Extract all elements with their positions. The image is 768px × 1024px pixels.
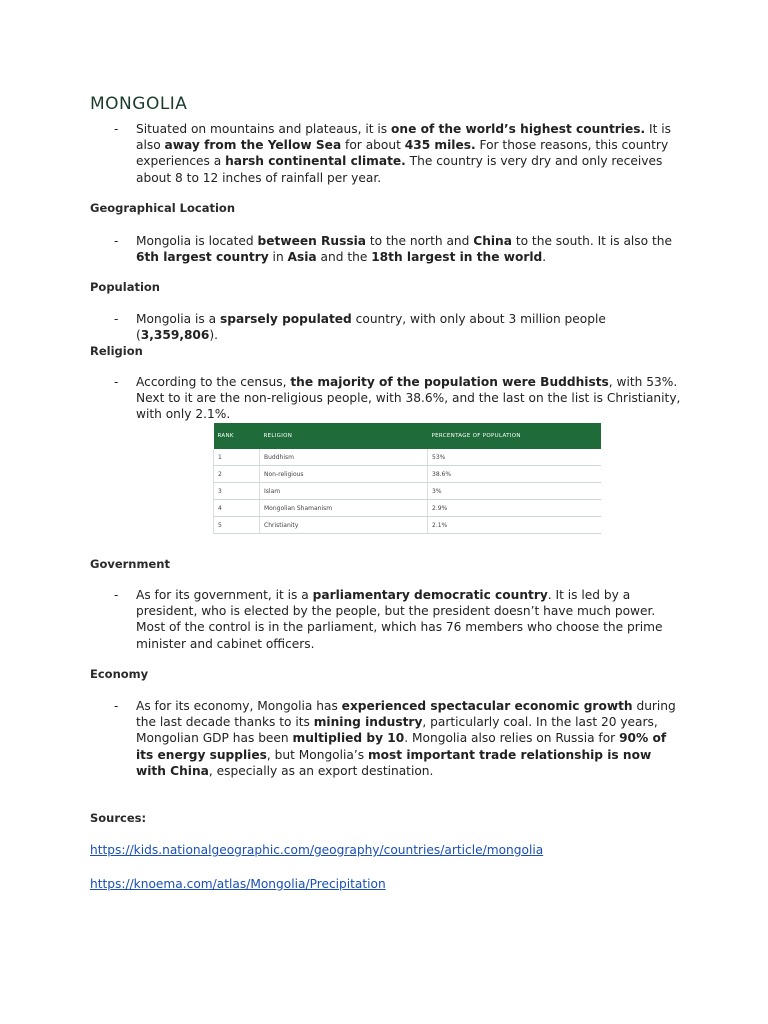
table-cell-rank: 2 [214, 466, 260, 483]
religion-paragraph: According to the census, the majority of the population were Buddhists, with 53%. Next to it are the non-religious people, with 38.6%, and the last on the list is Christianity, with only 2.1%. [136, 375, 681, 422]
intro-bullet: - [114, 122, 119, 136]
table-row [214, 517, 602, 534]
government-heading: Government [90, 557, 170, 571]
table-cell-religion: Mongolian Shamanism [260, 500, 428, 517]
table-row [214, 500, 602, 517]
population-bullet: - [114, 312, 119, 326]
economy-bullet: - [114, 699, 119, 713]
table-header-rank: RANK [214, 423, 260, 449]
table-cell-percentage: 3% [428, 483, 602, 500]
geo-paragraph: Mongolia is located between Russia to the north and China to the south. It is also the 6th largest country in Asia and the 18th largest in the world. [136, 234, 672, 265]
table-row [214, 466, 602, 483]
source-link-natgeo[interactable]: https://kids.nationalgeographic.com/geography/countries/article/mongolia [90, 843, 544, 857]
table-cell-religion: Buddhism [260, 449, 428, 466]
sources-heading: Sources: [90, 811, 147, 825]
table-header-percentage: PERCENTAGE OF POPULATION [428, 423, 602, 449]
population-heading: Population [90, 280, 160, 294]
table-cell-percentage: 38.6% [428, 466, 602, 483]
table-cell-religion: Christianity [260, 517, 428, 534]
table-cell-rank: 1 [214, 449, 260, 466]
government-paragraph: As for its government, it is a parliamentary democratic country. It is led by a president, who is elected by the people, but the president doesn’t have much power. Most of the control is in the parliament, which has 76 members who choose the prime minister and cabinet officers. [136, 588, 663, 651]
source-link-knoema[interactable]: https://knoema.com/atlas/Mongolia/Precipitation [90, 877, 386, 891]
table-cell-percentage: 53% [428, 449, 602, 466]
table-cell-rank: 4 [214, 500, 260, 517]
religion-table [213, 423, 601, 534]
table-cell-religion: Islam [260, 483, 428, 500]
geo-heading: Geographical Location [90, 201, 236, 215]
table-cell-rank: 3 [214, 483, 260, 500]
intro-paragraph: Situated on mountains and plateaus, it is one of the world’s highest countries. It is also away from the Yellow Sea for about 435 miles. For those reasons, this country experiences a harsh continental climate. The country is very dry and only receives about 8 to 12 inches of rainfall per year. [136, 122, 671, 185]
table-cell-percentage: 2.1% [428, 517, 602, 534]
table-header-religion: RELIGION [260, 423, 428, 449]
geo-bullet: - [114, 234, 119, 248]
table-cell-religion: Non-religious [260, 466, 428, 483]
religion-heading: Religion [90, 344, 143, 358]
table-cell-percentage: 2.9% [428, 500, 602, 517]
government-bullet: - [114, 588, 119, 602]
table-row [214, 483, 602, 500]
page-title: MONGOLIA [90, 94, 188, 114]
table-row [214, 449, 602, 466]
religion-bullet: - [114, 375, 119, 389]
population-paragraph: Mongolia is a sparsely populated country, with only about 3 million people (3,359,806). [136, 312, 606, 343]
economy-paragraph: As for its economy, Mongolia has experienced spectacular economic growth during the last decade thanks to its mining industry, particularly coal. In the last 20 years, Mongolian GDP has been multiplied by 10. Mongolia also relies on Russia for 90% of its energy supplies, but Mongolia’s most important trade relationship is now with China, especially as an export destination. [136, 699, 676, 778]
table-header-row [214, 423, 602, 449]
economy-heading: Economy [90, 667, 149, 681]
table-cell-rank: 5 [214, 517, 260, 534]
